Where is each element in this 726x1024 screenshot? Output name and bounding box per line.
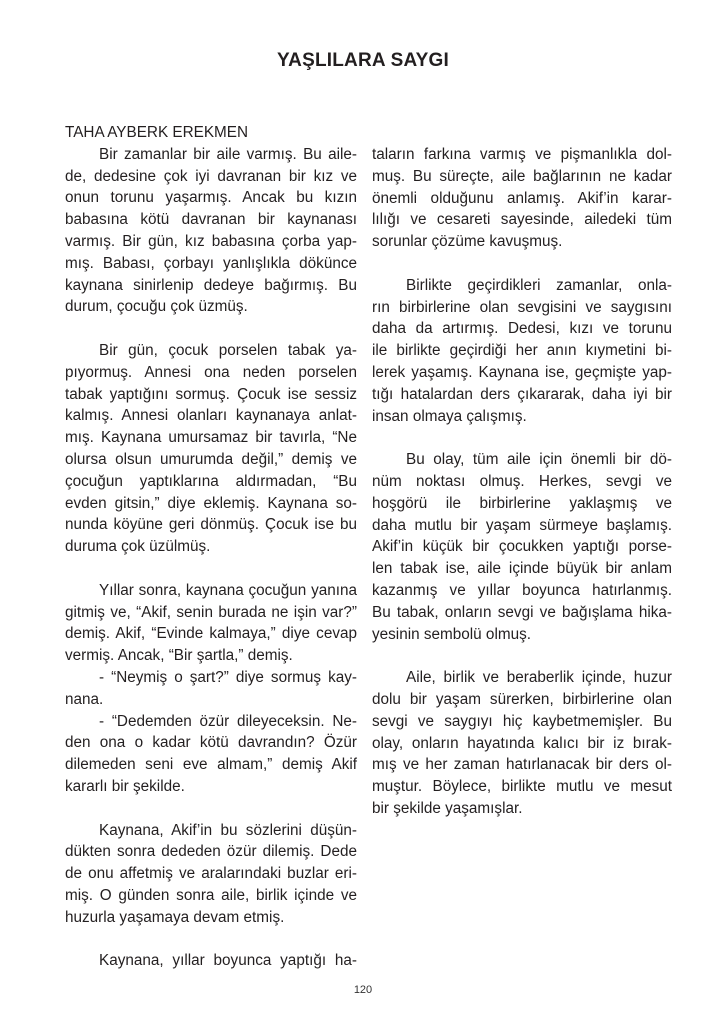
paragraph	[65, 340, 357, 558]
text-line: çocuğun yaptıklarına aldırmadan, “Bu	[65, 472, 357, 490]
text-line: hoşgörü ile birbirlerine yaklaşmış ve	[372, 494, 672, 512]
paragraph	[372, 144, 672, 253]
right-column	[372, 144, 672, 842]
text-line: tığı hatalardan ders çıkararak, daha iyi bir	[372, 385, 672, 403]
text-line: babasına kötü davranan bir kaynanası	[65, 211, 357, 229]
text-line: olursa olsun umurumda değil,” demiş ve	[65, 450, 357, 468]
text-line: muş. Bu süreçte, aile bağlarının ne kadar	[372, 167, 672, 185]
text-line: durum, çocuğu çok üzmüş.	[65, 298, 248, 316]
text-line: Akif’in küçük bir çocukken yaptığı porse-	[372, 538, 672, 556]
text-line: nüm noktası olmuş. Herkes, sevgi ve	[372, 472, 672, 490]
text-line: mış. Kaynana umursamaz bir tavırla, “Ne	[65, 429, 357, 447]
text-line: olay, onların hayatında kalıcı bir iz bırak-	[372, 734, 672, 752]
paragraph	[372, 449, 672, 645]
text-line: nunda köyüne geri dönmüş. Çocuk ise bu	[65, 516, 357, 534]
text-line: önemli olduğunu anlamış. Akif’in karar-	[372, 189, 672, 207]
text-line: Yıllar sonra, kaynana çocuğun yanına	[99, 581, 357, 599]
text-line: onun torunu yaşarmış. Ancak bu kızın	[65, 189, 357, 207]
text-line: vermiş. Ancak, “Bir şartla,” demiş.	[65, 647, 293, 665]
text-line: insan olmaya çalışmış.	[372, 407, 527, 425]
text-line: daha da artırmış. Dedesi, kızı ve torunu	[372, 320, 672, 338]
text-line: kararlı bir şekilde.	[65, 777, 185, 795]
text-line: kazanmış ve yıllar boyunca hatırlanmış.	[372, 581, 672, 599]
text-line: mış ve her zaman hatırlanacak bir ders ol-	[372, 756, 672, 774]
author-name: TAHA AYBERK EREKMEN	[65, 124, 249, 141]
right-column-paragraphs	[372, 144, 672, 820]
paragraph	[65, 667, 357, 711]
text-line: pıyormuş. Annesi ona neden porselen	[65, 363, 357, 381]
text-line: tabak yaptığını sormuş. Çocuk ise sessiz	[65, 385, 357, 403]
text-line: Bu tabak, onların sevgi ve bağışlama hika-	[372, 603, 672, 621]
left-column-paragraphs	[65, 144, 357, 972]
text-line: miş. O günden sonra aile, birlik içinde ve	[65, 886, 357, 904]
paragraph	[372, 667, 672, 820]
left-column	[65, 122, 357, 994]
text-line: mış. Babası, çorbayı yanlışlıkla dökünce	[65, 254, 357, 272]
text-line: bir şekilde yaşamışlar.	[372, 799, 523, 817]
text-line: taların farkına varmış ve pişmanlıkla dol-	[372, 146, 672, 163]
text-line: gitmiş ve, “Akif, senin burada ne işin var?”	[65, 603, 357, 621]
text-line: huzurla yaşamaya devam etmiş.	[65, 908, 285, 926]
paragraph	[65, 820, 357, 929]
paragraph	[65, 580, 357, 667]
text-line: ile birlikte geçirdiği her anın kıymetini bi-	[372, 342, 672, 360]
text-line: muştur. Böylece, birlikte mutlu ve mesut	[372, 778, 672, 796]
text-line: Bir gün, çocuk porselen tabak ya-	[99, 341, 357, 359]
text-line: varmış. Bir gün, kız babasına çorba yap-	[65, 232, 357, 250]
text-line: Aile, birlik ve beraberlik içinde, huzur	[406, 669, 672, 687]
text-line: den ona o kadar kötü davrandın? Özür	[65, 734, 357, 752]
text-line: dolu bir yaşam sürerken, birbirlerine olan	[372, 690, 672, 708]
text-line: yesinin sembolü olmuş.	[372, 625, 531, 643]
text-line: Bu olay, tüm aile için önemli bir dö-	[406, 451, 672, 469]
text-line: - “Dedemden özür dileyeceksin. Ne-	[99, 712, 357, 730]
text-line: Bir zamanlar bir aile varmış. Bu aile-	[99, 145, 357, 163]
text-line: dükten sonra dededen özür dilemiş. Dede	[65, 843, 357, 861]
text-line: evden gitsin,” diye eklemiş. Kaynana so-	[65, 494, 357, 512]
text-line: Kaynana, Akif’in bu sözlerini düşün-	[99, 821, 357, 839]
text-line: dilemeden seni eve almam,” demiş Akif	[65, 756, 357, 774]
text-line: sorunlar çözüme kavuşmuş.	[372, 233, 563, 251]
page-title: YAŞLILARA SAYGI	[277, 50, 449, 71]
text-line: de onu affetmiş ve aralarındaki buzlar eri-	[65, 865, 357, 883]
text-line: sevgi ve saygıyı hiç kaybetmemişler. Bu	[372, 712, 672, 730]
paragraph	[65, 144, 357, 318]
text-line: Birlikte geçirdikleri zamanlar, onla-	[406, 276, 672, 294]
text-line: demiş. Akif, “Evinde kalmaya,” diye cevap	[65, 625, 357, 643]
text-line: daha mutlu bir yaşam sürmeye başlamış.	[372, 516, 672, 534]
text-line: kalmış. Annesi olanları kaynanaya anlat-	[65, 407, 357, 425]
text-line: de, dedesine çok iyi davranan bir kız ve	[65, 167, 357, 185]
text-line: kaynana sinirlenip dedeye bağırmış. Bu	[65, 276, 357, 294]
text-line: len tabak ise, aile içinde büyük bir anlam	[372, 560, 672, 578]
text-line: - “Neymiş o şart?” diye sormuş kay-	[99, 668, 357, 686]
page-number: 120	[353, 984, 373, 996]
text-line: lılığı ve cesareti sayesinde, ailedeki tüm	[372, 211, 672, 229]
text-line: Kaynana, yıllar boyunca yaptığı ha-	[99, 952, 357, 970]
text-line: lerek yaşamış. Kaynana ise, geçmişte yap-	[372, 363, 672, 381]
text-line: duruma çok üzülmüş.	[65, 538, 211, 556]
paragraph	[65, 950, 357, 972]
text-line: nana.	[65, 690, 104, 708]
paragraph	[65, 711, 357, 798]
paragraph	[372, 275, 672, 428]
text-line: rın birbirlerine olan sevgisini ve saygısını	[372, 298, 672, 316]
